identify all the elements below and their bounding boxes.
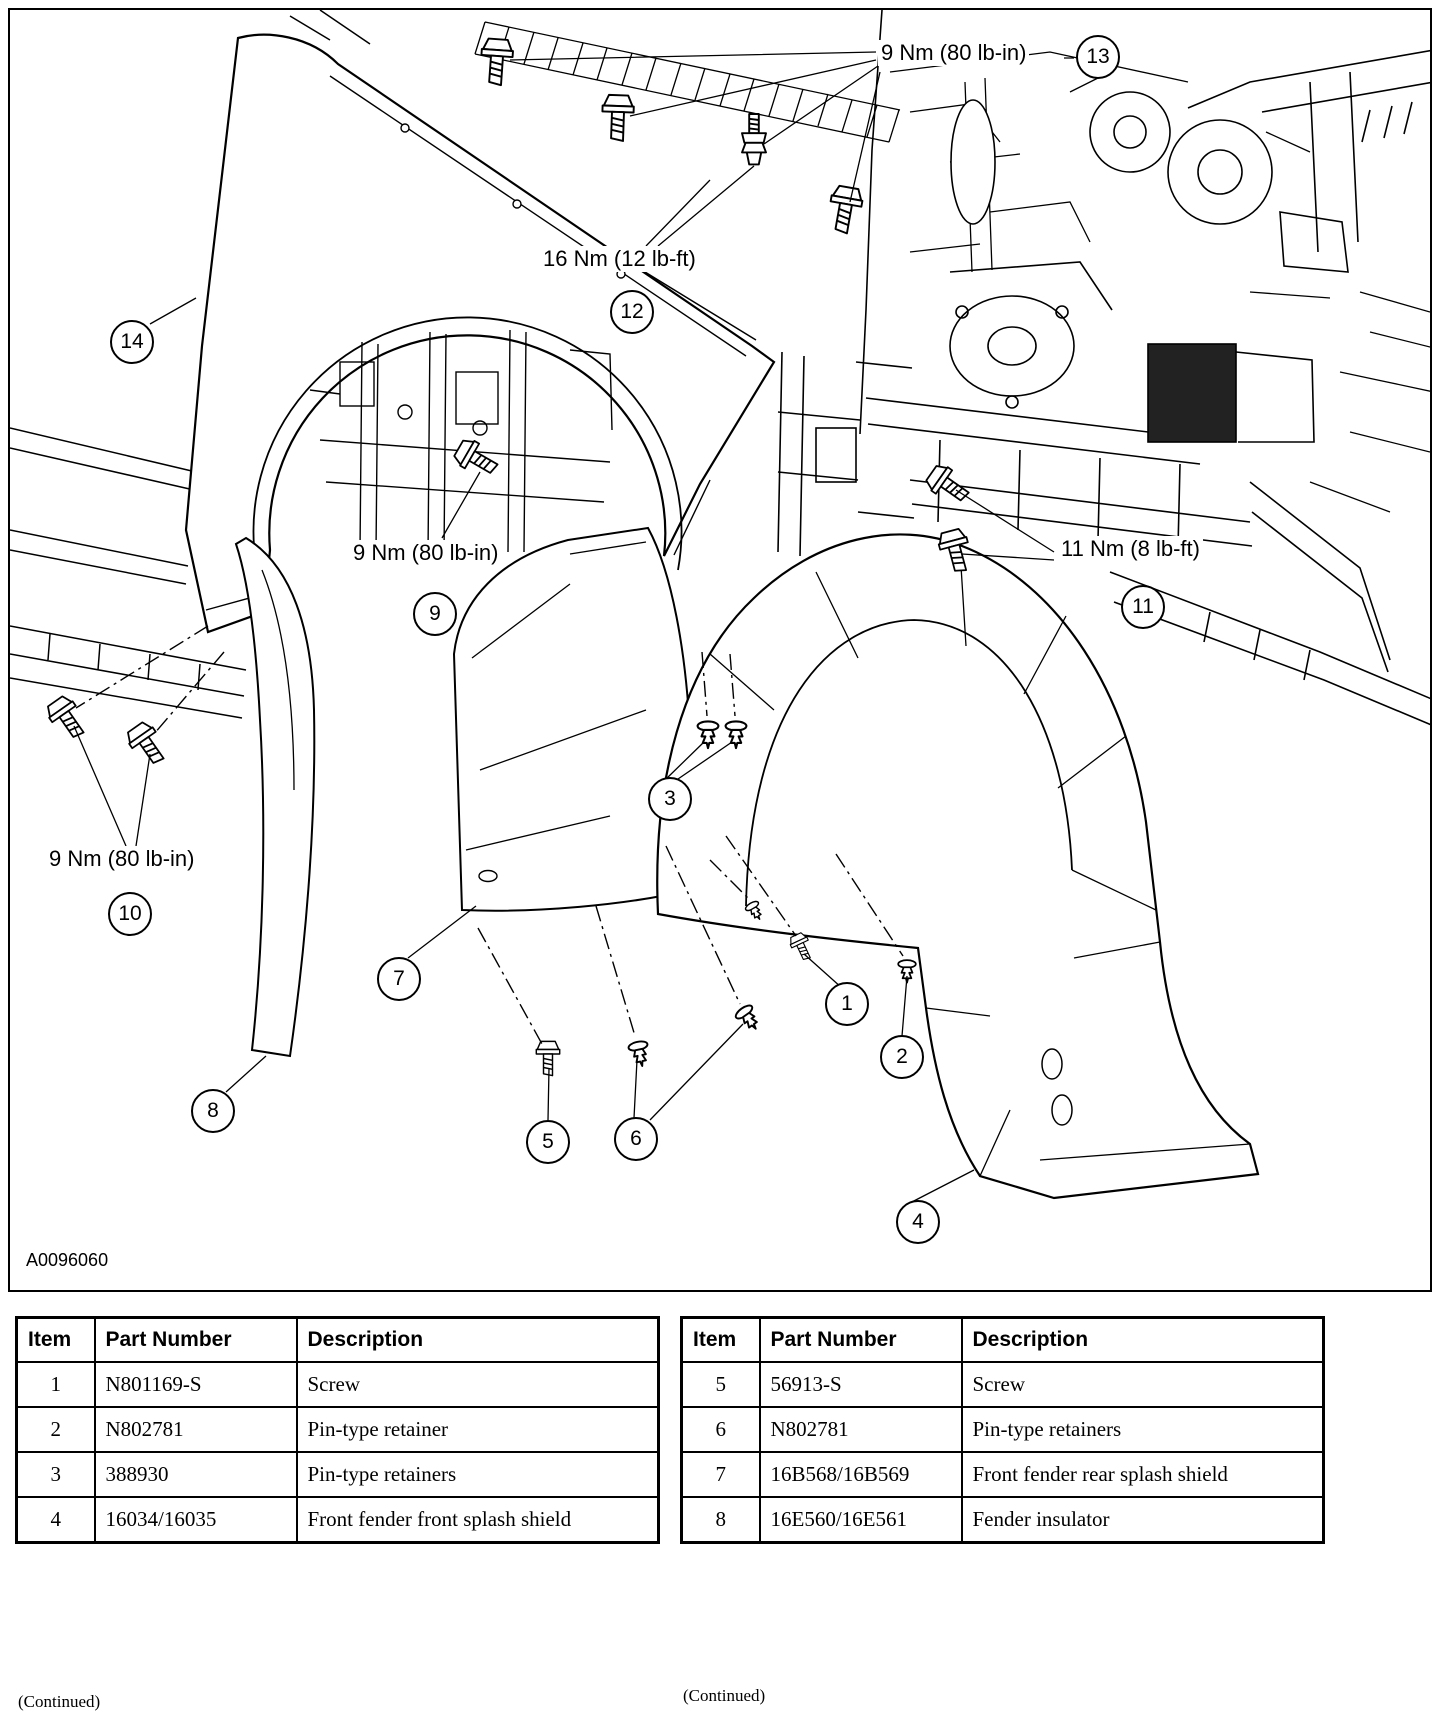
screw-icon bbox=[123, 719, 170, 770]
callout-number: 2 bbox=[896, 1045, 908, 1068]
callout-number: 11 bbox=[1132, 595, 1154, 618]
parts-table-left-block bbox=[15, 1316, 660, 1544]
cell-description: Pin-type retainers bbox=[962, 1407, 1324, 1452]
callout-9 bbox=[413, 592, 457, 636]
table-header-row bbox=[682, 1318, 1324, 1363]
cell-part-number: 388930 bbox=[95, 1452, 297, 1497]
callout-6 bbox=[614, 1117, 658, 1161]
screw-icon bbox=[452, 436, 502, 482]
callout-number: 14 bbox=[120, 330, 144, 353]
cell-item: 3 bbox=[17, 1452, 95, 1497]
cell-item: 4 bbox=[17, 1497, 95, 1543]
callout-5 bbox=[526, 1120, 570, 1164]
col-header-item: Item bbox=[17, 1318, 95, 1363]
cell-part-number: N801169-S bbox=[95, 1362, 297, 1407]
cell-item: 6 bbox=[682, 1407, 760, 1452]
callout-number: 12 bbox=[620, 300, 644, 323]
figure-id: A0096060 bbox=[26, 1250, 109, 1270]
table-row bbox=[17, 1407, 659, 1452]
parts-table-right bbox=[680, 1316, 1325, 1544]
parts-table-left bbox=[15, 1316, 660, 1544]
cell-part-number: 16B568/16B569 bbox=[760, 1452, 962, 1497]
table-row bbox=[682, 1362, 1324, 1407]
col-header-part-number: Part Number bbox=[760, 1318, 962, 1363]
cell-description: Pin-type retainers bbox=[297, 1452, 659, 1497]
table-row bbox=[682, 1452, 1324, 1497]
continued-note-right: (Continued) bbox=[683, 1686, 766, 1705]
diagram-panel bbox=[8, 8, 1432, 1292]
cell-part-number: N802781 bbox=[760, 1407, 962, 1452]
callout-10 bbox=[108, 892, 152, 936]
table-header-row bbox=[17, 1318, 659, 1363]
table-row bbox=[17, 1497, 659, 1543]
torque-label: 9 Nm (80 lb-in) bbox=[878, 40, 1029, 66]
table-row bbox=[682, 1497, 1324, 1543]
callout-number: 10 bbox=[118, 902, 142, 925]
callout-number: 6 bbox=[630, 1127, 642, 1150]
callout-number: 5 bbox=[542, 1130, 554, 1153]
cell-item: 8 bbox=[682, 1497, 760, 1543]
torque-label: 11 Nm (8 lb-ft) bbox=[1058, 536, 1203, 562]
screw-icon bbox=[923, 461, 974, 508]
callout-number: 3 bbox=[664, 787, 676, 810]
cell-description: Screw bbox=[297, 1362, 659, 1407]
stud-icon bbox=[742, 114, 766, 164]
screw-icon bbox=[43, 693, 90, 744]
cell-item: 5 bbox=[682, 1362, 760, 1407]
col-header-part-number: Part Number bbox=[95, 1318, 297, 1363]
cell-part-number: 56913-S bbox=[760, 1362, 962, 1407]
torque-label: 9 Nm (80 lb-in) bbox=[350, 540, 501, 566]
callout-number: 1 bbox=[841, 992, 853, 1015]
callout-7 bbox=[377, 957, 421, 1001]
torque-label: 9 Nm (80 lb-in) bbox=[46, 846, 197, 872]
cell-part-number: 16034/16035 bbox=[95, 1497, 297, 1543]
screw-icon bbox=[536, 1041, 559, 1075]
cell-description: Front fender rear splash shield bbox=[962, 1452, 1324, 1497]
cell-part-number: 16E560/16E561 bbox=[760, 1497, 962, 1543]
callout-4 bbox=[896, 1200, 940, 1244]
parts-table-right-block bbox=[680, 1316, 1325, 1544]
cell-item: 7 bbox=[682, 1452, 760, 1497]
callout-8 bbox=[191, 1089, 235, 1133]
cell-description: Front fender front splash shield bbox=[297, 1497, 659, 1543]
cell-description: Fender insulator bbox=[962, 1497, 1324, 1543]
callout-11 bbox=[1121, 585, 1165, 629]
callout-3 bbox=[648, 777, 692, 821]
continued-note-left: (Continued) bbox=[18, 1692, 101, 1711]
table-row bbox=[17, 1452, 659, 1497]
callout-12 bbox=[610, 290, 654, 334]
cell-item: 1 bbox=[17, 1362, 95, 1407]
cowl-vent-hatch bbox=[475, 22, 900, 142]
col-header-item: Item bbox=[682, 1318, 760, 1363]
callout-13 bbox=[1076, 35, 1120, 79]
callout-number: 4 bbox=[912, 1210, 924, 1233]
cell-part-number: N802781 bbox=[95, 1407, 297, 1452]
callout-number: 8 bbox=[207, 1099, 219, 1122]
col-header-description: Description bbox=[962, 1318, 1324, 1363]
callout-14 bbox=[110, 320, 154, 364]
screw-icon bbox=[479, 38, 513, 86]
table-row bbox=[682, 1407, 1324, 1452]
col-header-description: Description bbox=[297, 1318, 659, 1363]
screw-icon bbox=[826, 185, 865, 235]
callout-1 bbox=[825, 982, 869, 1026]
screw-icon bbox=[601, 95, 634, 142]
callout-number: 7 bbox=[393, 967, 405, 990]
callout-number: 13 bbox=[1086, 45, 1110, 68]
cell-description: Screw bbox=[962, 1362, 1324, 1407]
cell-description: Pin-type retainer bbox=[297, 1407, 659, 1452]
pin-retainer-icon bbox=[628, 1040, 652, 1068]
callout-number: 9 bbox=[429, 602, 441, 625]
torque-label: 16 Nm (12 lb-ft) bbox=[540, 246, 699, 272]
table-row bbox=[17, 1362, 659, 1407]
cell-item: 2 bbox=[17, 1407, 95, 1452]
callout-2 bbox=[880, 1035, 924, 1079]
